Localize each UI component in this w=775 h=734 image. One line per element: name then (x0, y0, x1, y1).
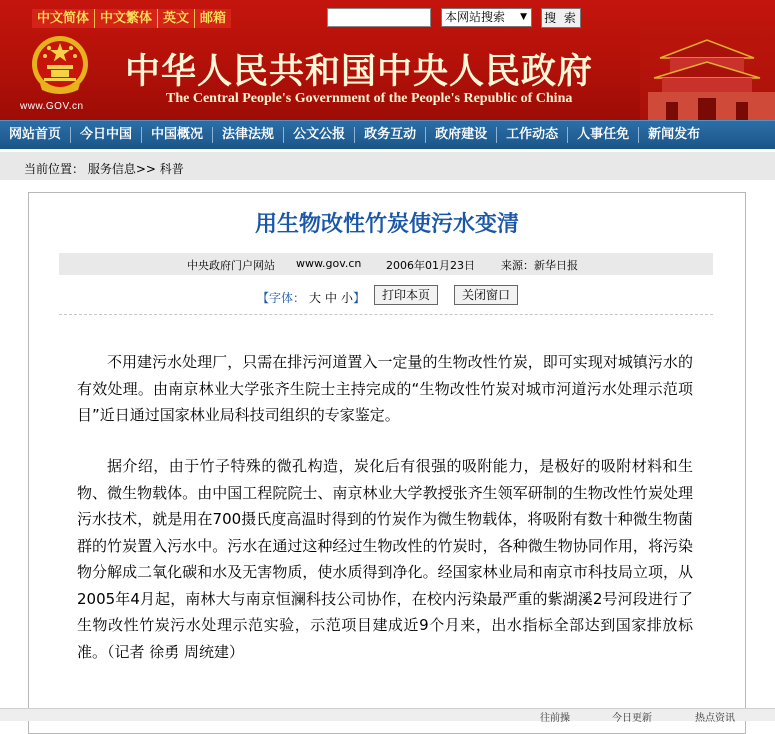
article-paragraph: 不用建污水处理厂，只需在排污河道置入一定量的生物改性竹炭，即可实现对城镇污水的有效处理。由南京林业大学张齐生院士主持完成的“生物改性竹炭对城市河道污水处理示范项目”近日通过国家林业局科技司组织的专家鉴定。 (77, 353, 693, 424)
status-item-prev[interactable]: 往前操 (540, 713, 570, 724)
language-links (32, 9, 231, 28)
article-meta-bar (59, 253, 713, 275)
search-button[interactable]: 搜 索 (541, 8, 581, 28)
link-simplified-chinese[interactable]: 中文简体 (32, 9, 95, 28)
breadcrumb-link-service[interactable]: 服务信息>> (87, 162, 156, 176)
article-divider (59, 314, 713, 315)
article-paragraph: 据介绍，由于竹子特殊的微孔构造，炭化后有很强的吸附能力，是极好的吸附材料和生物、微生物载体。由中国工程院院士、南京林业大学教授张齐生领军研制的生物改性竹炭处理污水技术，就是用在700摄氏度高温时得到的竹炭作为微生物载体，将吸附有数十种微生物菌群的竹炭置入污水中。污水在通过这种经过生物改性的竹炭时，各种微生物协同作用，将污染物分解成二氧化碳和水及无害物质，使水质得到净化。经国家林业局和南京市科技局立项，从2005年4月起，南林大与南京恒澜科技公司协作，在校内污染最严重的紫湖溪2号河段进行了生物改性竹炭污水处理示范实验，示范项目建成近9个月来，出水指标全部达到国家排放标准。（记者 徐勇 周统建） (77, 457, 693, 661)
link-english[interactable]: 英文 (158, 9, 195, 28)
nav-gazette[interactable]: 公文公报 (284, 127, 355, 143)
status-item-updates[interactable]: 今日更新 (612, 713, 652, 724)
nav-interaction[interactable]: 政务互动 (355, 127, 426, 143)
print-button[interactable]: 打印本页 (374, 285, 438, 305)
breadcrumb-current[interactable]: 科普 (159, 162, 184, 176)
status-item-hot[interactable]: 热点资讯 (695, 713, 735, 724)
nav-appointments[interactable]: 人事任免 (568, 127, 639, 143)
font-size-close-bracket: 】 (353, 291, 366, 305)
font-size-label: 【字体： (257, 291, 306, 305)
nav-china-today[interactable]: 今日中国 (71, 127, 142, 143)
meta-date: 2006年01月23日 (386, 259, 475, 272)
breadcrumb-label: 当前位置： (24, 162, 85, 176)
tiananmen-gate-icon (640, 26, 775, 120)
site-title-chinese: 中华人民共和国中央人民政府 (125, 51, 594, 92)
bottom-toolbar (0, 708, 775, 724)
meta-site-url: www.gov.cn (296, 257, 362, 270)
font-size-medium[interactable]: 中 (325, 291, 338, 305)
article-title: 用生物改性竹炭使污水变清 (254, 212, 519, 237)
nav-laws[interactable]: 法律法规 (213, 127, 284, 143)
breadcrumb-bar (0, 152, 775, 180)
nav-gov-building[interactable]: 政府建设 (426, 127, 497, 143)
site-title-english: The Central People's Government of the People's Republic of China (166, 91, 573, 106)
link-traditional-chinese[interactable]: 中文繁体 (95, 9, 158, 28)
search-scope-value: 本网站搜索 (445, 10, 506, 24)
dropdown-arrow-icon: ▼ (520, 12, 527, 22)
nav-press-release[interactable]: 新闻发布 (648, 127, 701, 142)
site-url-label: www.GOV.cn (20, 101, 84, 112)
national-emblem-icon (30, 34, 90, 96)
breadcrumb (24, 160, 194, 177)
nav-home[interactable]: 网站首页 (0, 127, 71, 143)
font-size-control (257, 289, 365, 306)
link-mailbox[interactable]: 邮箱 (195, 9, 231, 28)
meta-source: 来源：新华日报 (501, 259, 578, 272)
site-header (0, 0, 775, 120)
main-nav (0, 120, 775, 149)
article-container (28, 192, 746, 734)
nav-china-overview[interactable]: 中国概况 (142, 127, 213, 143)
font-size-large[interactable]: 大 (309, 291, 322, 305)
nav-work-news[interactable]: 工作动态 (497, 127, 568, 143)
article-tools (29, 285, 745, 307)
close-window-button[interactable]: 关闭窗口 (454, 285, 518, 305)
search-scope-select[interactable] (441, 8, 532, 27)
font-size-small[interactable]: 小 (341, 291, 354, 305)
meta-source-site: 中央政府门户网站 (187, 259, 275, 272)
search-input[interactable] (327, 8, 431, 27)
